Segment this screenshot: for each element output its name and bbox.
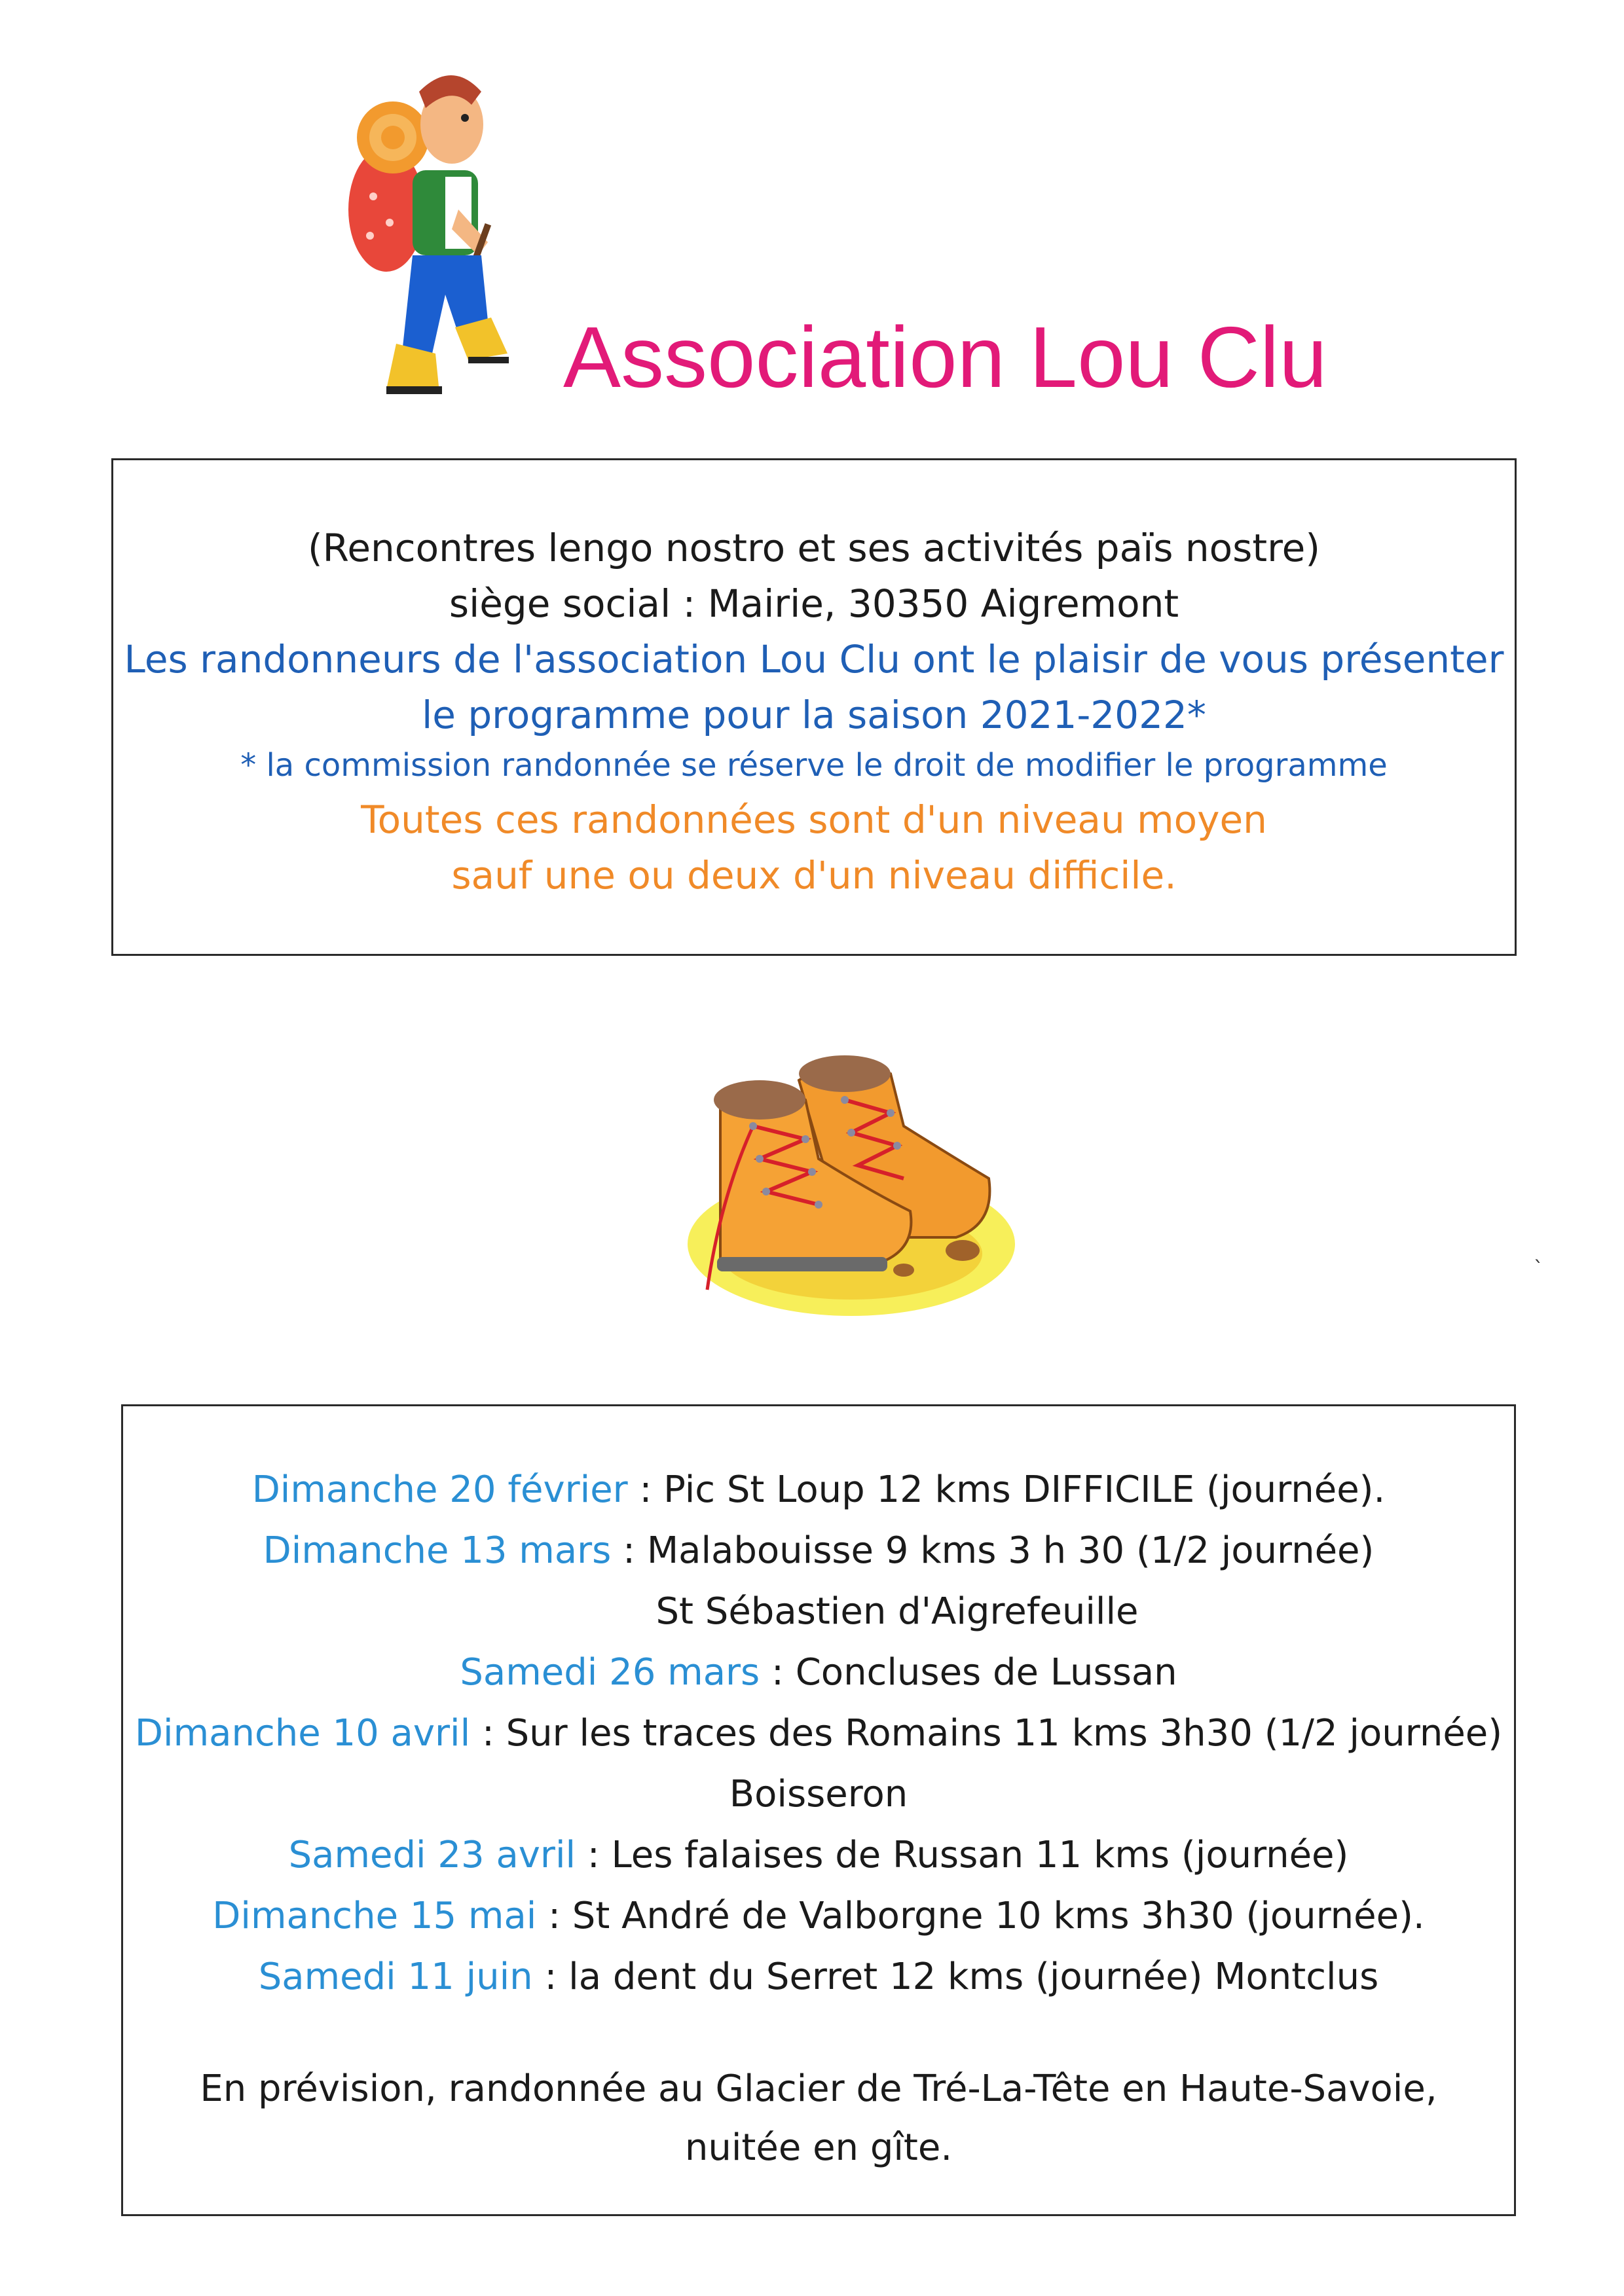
hike-details: Pic St Loup 12 kms DIFFICILE (journée). — [663, 1468, 1386, 1511]
hike-separator: : — [760, 1651, 796, 1694]
hike-details: Les falaises de Russan 11 kms (journée) — [611, 1834, 1349, 1876]
hike-row — [123, 1712, 1514, 1755]
hike-row — [123, 1834, 1514, 1876]
hike-row — [123, 1895, 1514, 1937]
intro-announce-1: Les randonneurs de l'association Lou Clu ont le plaisir de vous présenter — [124, 637, 1504, 682]
hike-date: Dimanche 20 février — [251, 1468, 628, 1511]
hike-separator: : — [576, 1834, 612, 1876]
intro-address: siège social : Mairie, 30350 Aigremont — [449, 581, 1179, 626]
intro-subtitle: (Rencontres lengo nostro et ses activités païs nostre) — [308, 526, 1320, 570]
forecast-line-1: En prévision, randonnée au Glacier de Tré-La-Tête en Haute-Savoie, — [200, 2068, 1437, 2110]
hiker-illustration — [341, 46, 511, 412]
hike-details: Concluses de Lussan — [795, 1651, 1177, 1694]
hike-row — [123, 1468, 1514, 1511]
hike-details: Sur les traces des Romains 11 kms 3h30 (1/2 journée) — [506, 1712, 1503, 1755]
intro-note: * la commission randonnée se réserve le droit de modifier le programme — [240, 747, 1388, 784]
hike-date: Samedi 26 mars — [460, 1651, 760, 1694]
hike-date: Samedi 11 juin — [258, 1956, 533, 1998]
hike-date: Dimanche 15 mai — [212, 1895, 537, 1937]
intro-box — [111, 458, 1517, 956]
hike-row — [123, 1529, 1514, 1572]
hike-date: Dimanche 10 avril — [134, 1712, 471, 1755]
hike-extra: Boisseron — [729, 1773, 908, 1815]
page-title: Association Lou Clu — [563, 309, 1327, 405]
intro-level-1: Toutes ces randonnées sont d'un niveau moyen — [361, 797, 1267, 842]
forecast-line-2: nuitée en gîte. — [684, 2126, 953, 2169]
hike-separator: : — [470, 1712, 506, 1755]
hike-date: Samedi 23 avril — [288, 1834, 576, 1876]
hike-separator: : — [532, 1956, 569, 1998]
hike-row — [123, 1651, 1514, 1694]
hike-separator: : — [536, 1895, 572, 1937]
stray-mark: ˎ — [1534, 1241, 1543, 1264]
hike-row — [123, 1956, 1514, 1998]
hike-details: la dent du Serret 12 kms (journée) Montclus — [568, 1956, 1379, 1998]
hike-details: Malabouisse 9 kms 3 h 30 (1/2 journée) — [646, 1529, 1375, 1572]
intro-announce-2: le programme pour la saison 2021-2022* — [422, 693, 1206, 737]
intro-level-2: sauf une ou deux d'un niveau difficile. — [451, 853, 1177, 898]
hike-details: St André de Valborgne 10 kms 3h30 (journée). — [572, 1895, 1425, 1937]
hike-date: Dimanche 13 mars — [263, 1529, 612, 1572]
program-box — [121, 1404, 1516, 2216]
hiking-boots-illustration — [681, 1028, 1022, 1329]
hike-extra: St Sébastien d'Aigrefeuille — [655, 1590, 1139, 1633]
hike-separator: : — [611, 1529, 647, 1572]
hike-separator: : — [627, 1468, 664, 1511]
